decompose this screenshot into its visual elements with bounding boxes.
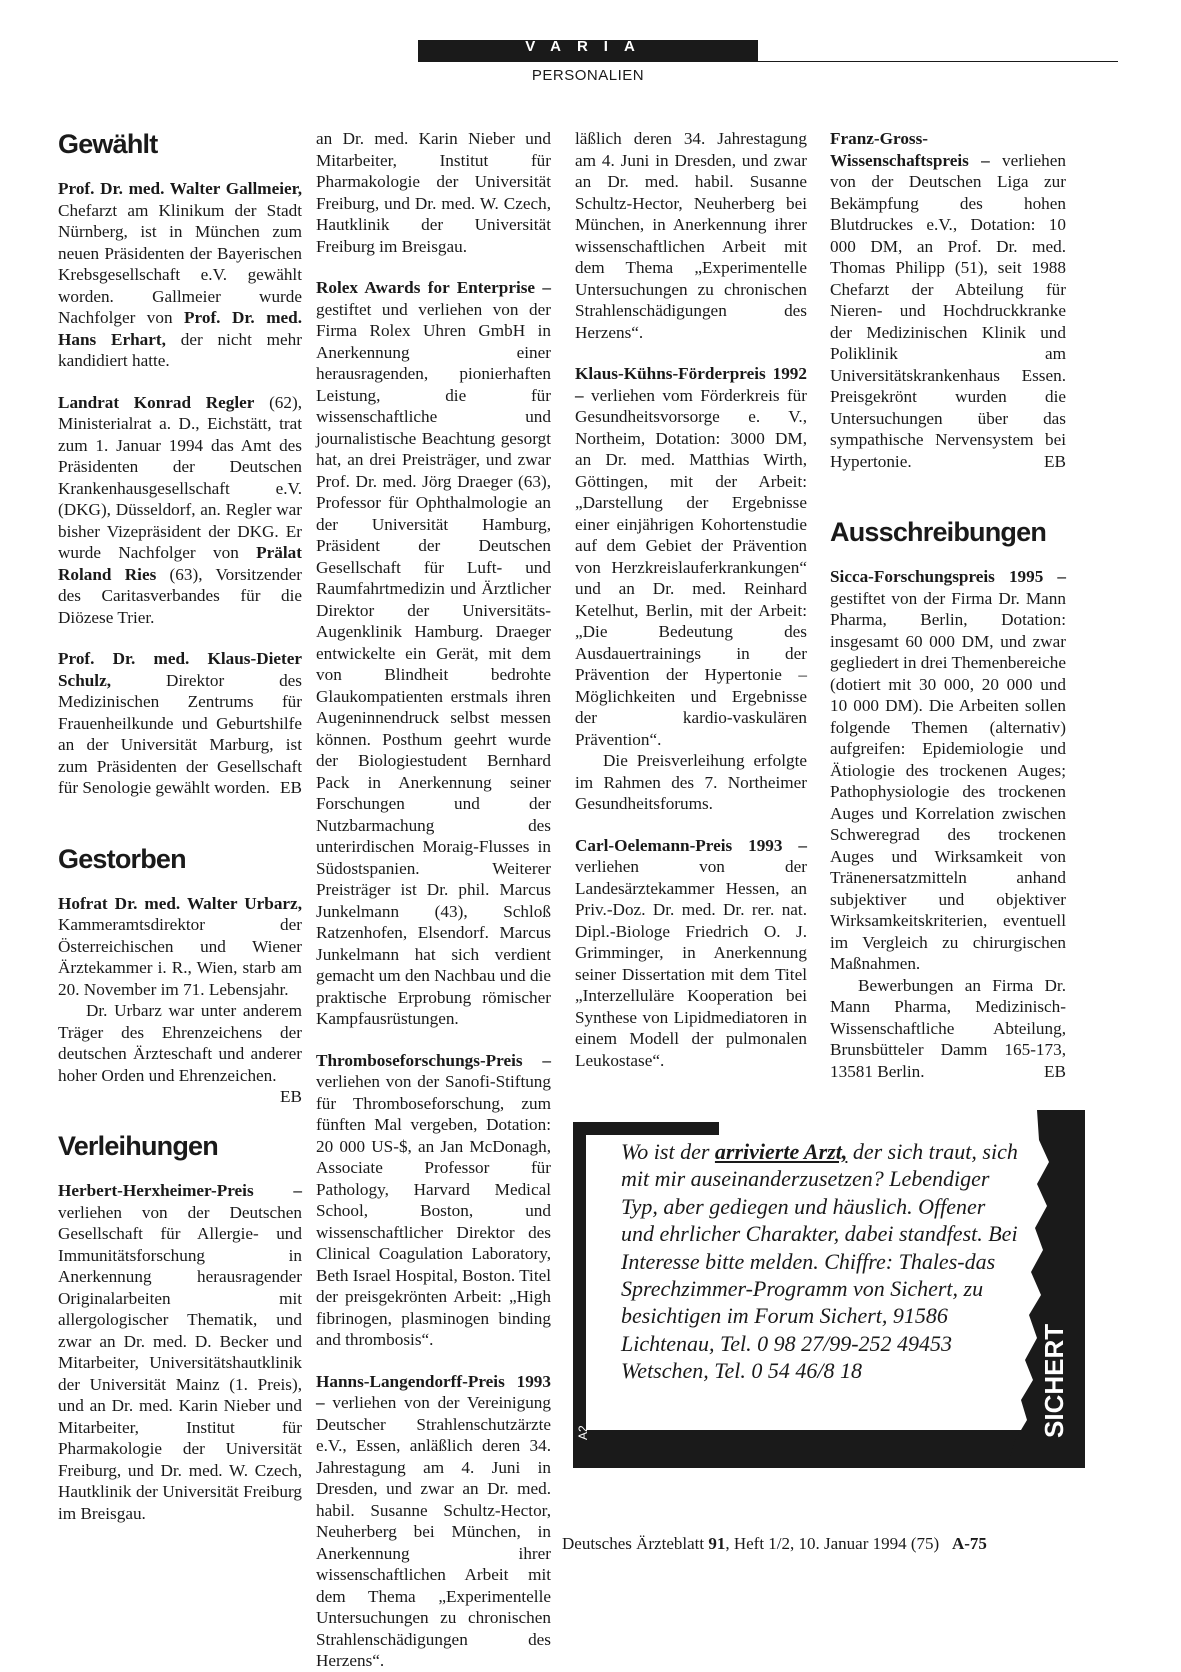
ad-frame-top bbox=[573, 1122, 719, 1135]
award-name: Herbert-Herxheimer-Preis – bbox=[58, 1181, 302, 1200]
article-herxheimer bbox=[58, 1180, 302, 1523]
article-herxheimer-cont: an Dr. med. Karin Nieber und Mitarbeiter, Institut für Pharmakologie der Universität Freiburg, und Dr. med. W. Czech, Hautklinik der Universität Freiburg im Breisgau. bbox=[316, 129, 551, 256]
article-thrombose bbox=[316, 1050, 551, 1351]
award-name: Carl-Oelemann-Preis 1993 – bbox=[575, 835, 807, 855]
ad-copy bbox=[621, 1138, 1021, 1385]
author-signature: EB bbox=[1044, 451, 1066, 471]
article-text: verliehen von der Deutschen Liga zur Bekämpfung des hohen Blutdruckes e.V., Dotation: 10 000 DM, an Prof. Dr. med. Thomas Philipp (51), seit 1988 Chefarzt der Abteilung für Nieren- und Hochdruckkranke der Medizinischen Klinik und Poliklinik am Universitätskrankenhaus Essen. Preisgekrönt wurden die Untersuchungen über das sympathische Nervensystem bei Hypertonie. bbox=[830, 150, 1066, 471]
article-text: Chefarzt am Klinikum der Stadt Nürnberg, ist in München zum neuen Präsidenten der Bayerischen Krebsgesellschaft e.V. gewählt worden. Gallmeier wurde Nachfolger von bbox=[58, 200, 302, 327]
article-text: (62), Ministerialrat a. D., Eichstätt, trat zum 1. Januar 1994 das Amt des Präsidenten der Deutschen Krankenhausgesellschaft e.V. (DKG), Düsseldorf, an. Regler war bisher Vizepräsident der DKG. Er wurde Nachfolger von bbox=[58, 392, 302, 562]
article-urbarz bbox=[58, 893, 302, 1001]
article-text: verliehen von der Vereinigung Deutscher Strahlenschutzärzte e.V., Essen, anläßlich deren 34. Jahrestagung am 4. Juni in Dresden, und zwar an Dr. med. habil. Susanne Schultz-Hector, Neuherberg bei München, in Anerkennung ihrer wissenschaftlichen Arbeit mit dem Thema „Experimentelle Untersuchungen zu chronischen Strahlenschädigungen des Herzens“. bbox=[316, 1393, 551, 1670]
article-kuehns-cont bbox=[575, 750, 807, 815]
award-name: Hanns-Langendorff-Preis 1993 – bbox=[316, 1371, 551, 1412]
article-langendorff bbox=[316, 1371, 551, 1670]
award-name: Thromboseforschungs-Preis – bbox=[316, 1050, 551, 1070]
page-number: A-75 bbox=[951, 1534, 987, 1553]
section-title: VARIA bbox=[525, 38, 651, 55]
article-text: verliehen vom Förderkreis für Gesundheitsvorsorge e. V., Northeim, Dotation: 3000 DM, an Dr. med. Matthias Wirth, Göttingen, mit der Arbeit: „Darstellung der Ergebnisse einer einjährigen Kohortenstudie auf dem Gebiet der Prävention von Herzkreislauferkrankungen“ und an Dr. med. Reinhard Ketelhut, Berlin, mit der Arbeit: „Die Bedeutung des Ausdauertrainings in der Prävention der Hypertonie – Möglichkeiten und Ergebnisse der kardio-vaskulären Prävention“. bbox=[575, 385, 807, 749]
article-text: verliehen von der Landesärztekammer Hessen, an Priv.-Doz. Dr. med. Dr. rer. nat. Dipl.-Biologe Friedrich O. J. Grimminger, in Anerkennung seiner Dissertation mit dem Titel „Interzelluläre Kooperation bei Synthese von Lipidmediatoren in einem Modell der pulmonalen Leukostase“. bbox=[575, 857, 807, 1070]
article-oelemann bbox=[575, 835, 807, 1072]
article-sicca bbox=[830, 566, 1066, 975]
person-name: Prof. Dr. med. Hans Erhart, bbox=[58, 308, 302, 349]
award-name: Sicca-Forschungspreis 1995 – bbox=[830, 567, 1066, 586]
article-gross bbox=[830, 128, 1066, 472]
article-schulz bbox=[58, 648, 302, 799]
person-name: Prof. Dr. med. Walter Gallmeier, bbox=[58, 179, 302, 198]
article-gallmeier bbox=[58, 178, 302, 372]
person-name: Hofrat Dr. med. Walter Urbarz, bbox=[58, 893, 302, 913]
article-rolex bbox=[316, 277, 551, 1030]
article-text: Direktor des Medizinischen Zentrums für Frauenheilkunde und Geburtshilfe an der Universität Marburg, ist zum Präsidenten der Gesellschaft für Senologie gewählt worden. bbox=[58, 670, 302, 797]
ad-text: Wo ist der bbox=[621, 1139, 715, 1164]
header-rule bbox=[418, 61, 1118, 62]
author-signature: EB bbox=[280, 1087, 302, 1106]
article-text: gestiftet von der Firma Dr. Mann Pharma, Berlin, Dotation: insgesamt 60 000 DM, und zwar gegliedert in drei Themenbereiche (dotiert mit 30 000, 20 000 und 10 000 DM). Die Arbeiten sollen folgende Themen (alternativ) aufgreifen: Epidemiologie und Ätiologie des trockenen Auges; Pathophysiologie des trockenen Auges und Korrelation zwischen Schweregrad des trockenen Auges und Wirksamkeit von Tränenersatzmitteln anhand subjektiver und objektiver Wirksamkeitskriterien, eventuell im Vergleich zu chirurgischen Maßnahmen. bbox=[830, 588, 1066, 973]
award-name: Franz-Gross-Wissenschaftspreis – bbox=[830, 129, 990, 170]
heading-ausschreibungen: Ausschreibungen bbox=[830, 517, 1047, 547]
sichert-logo-text: SICHERT bbox=[1039, 1323, 1069, 1438]
article-urbarz-cont bbox=[58, 1000, 302, 1106]
heading-gestorben: Gestorben bbox=[58, 843, 186, 874]
author-signature: EB bbox=[1044, 1061, 1066, 1081]
ad-code: A2 bbox=[576, 1425, 590, 1440]
article-text: Kammeramtsdirektor der Österreichischen und Wiener Ärztekammer i. R., Wien, starb am 20. November im 71. Lebensjahr. bbox=[58, 915, 302, 999]
column-4 bbox=[830, 128, 1066, 1102]
column-1 bbox=[58, 128, 303, 1523]
heading-verleihungen: Verleihungen bbox=[58, 1131, 218, 1161]
journal-volume: 91 bbox=[708, 1534, 726, 1553]
article-text: Dr. Urbarz war unter anderem Träger des Ehrenzeichens der deutschen Ärzteschaft und anderer hoher Orden und Ehrenzeichen. bbox=[58, 1001, 302, 1085]
article-text: Die Preisverleihung erfolgte im Rahmen des 7. Northeimer Gesundheitsforums. bbox=[575, 751, 807, 813]
article-text: Bewerbungen an Firma Dr. Mann Pharma, Medizinisch-Wissenschaftliche Abteilung, Brunsbütteler Damm 165-173, 13581 Berlin. bbox=[830, 975, 1066, 1081]
page-footer bbox=[562, 1534, 1062, 1554]
article-kuehns bbox=[575, 363, 807, 750]
subsection-title: PERSONALIEN bbox=[531, 67, 645, 84]
journal-issue: , Heft 1/2, 10. Januar 1994 (75) bbox=[725, 1534, 940, 1553]
sichert-logo bbox=[1033, 1310, 1073, 1440]
ad-text: der sich traut, sich mit mir auseinanderzusetzen? Lebendiger Typ, aber gediegen und häuslich. Offener und ehrlicher Charakter, dabei standfest. Bei Interesse bitte melden. Chiffre: Thales-das Sprechzimmer-Programm von Sichert, zu besichtigen im Forum Sichert, 91586 Lichtenau, Tel. 0 98 27/99-252 49453 Wetschen, Tel. 0 54 46/8 18 bbox=[621, 1139, 1018, 1384]
column-3 bbox=[575, 128, 807, 1091]
award-name: Klaus-Kühns-Förderpreis 1992 – bbox=[575, 364, 807, 405]
article-text: verliehen von der Deutschen Gesellschaft für Allergie- und Immunitätsforschung in Anerkennung herausragender Originalarbeiten mit allergologischer Thematik, und zwar an Dr. med. D. Becker und Mitarbeiter, Universitätshautklinik der Universität Mainz (1. Preis), und an Dr. med. Karin Nieber und Mitarbeiter, Institut für Pharmakologie der Universität Freiburg, und Dr. med. W. Czech, Hautklinik der Universität Freiburg im Breisgau. bbox=[58, 1202, 302, 1523]
article-text: der nicht mehr kandidiert hatte. bbox=[58, 329, 302, 370]
article-text: verliehen von der Sanofi-Stiftung für Thromboseforschung, zum fünften Mal vergeben, Dotation: 20 000 US-$, an Jan McDonagh, Associate Professor für Pathology, Harvard Medical School, Boston, und wissenschaftlicher Direktor des Clinical Coagulation Laboratory, Beth Israel Hospital, Boston. Titel der preisgekrönten Arbeit: „High fibrinogen, plasminogen binding and thrombosis“. bbox=[316, 1072, 551, 1349]
ad-highlight: arrivierte Arzt, bbox=[714, 1139, 848, 1164]
article-sicca-cont bbox=[830, 975, 1066, 1083]
journal-name: Deutsches Ärzteblatt bbox=[562, 1534, 709, 1553]
article-langendorff-cont: läßlich deren 34. Jahrestagung am 4. Juni in Dresden, und zwar an Dr. med. habil. Susanne Schultz-Hector, Neuherberg bei München, in Anerkennung ihrer wissenschaftlichen Arbeit mit dem Thema „Experimentelle Untersuchungen zu chronischen Strahlenschädigungen des Herzens“. bbox=[575, 129, 807, 342]
person-name: Landrat Konrad Regler bbox=[58, 392, 255, 412]
article-regler bbox=[58, 392, 302, 629]
person-name: Prof. Dr. med. Klaus-Dieter Schulz, bbox=[58, 649, 302, 690]
ad-frame-left bbox=[573, 1122, 586, 1467]
article-text: gestiftet und verliehen von der Firma Rolex Uhren GmbH in Anerkennung einer herausragenden, pionierhaften Leistung, die für wissenschaftliche und journalistische Beachtung gesorgt hat, an drei Preisträger, und zwar Prof. Dr. med. Jörg Draeger (63), Professor für Ophthalmologie an der Universität Hamburg, Präsident der Deutschen Gesellschaft für Luft- und Raumfahrtmedizin und Ärztlicher Direktor der Universitäts-Augenklinik Hamburg. Draeger entwickelte ein Gerät, mit dem von Blindheit bedrohte Glaukompatienten erstmals ihren Augeninnendruck selbst messen können. Posthum geehrt wurde der Biologiestudent Bernhard Pack in Anerkennung seiner Forschungen und der Nutzbarmachung des unterirdischen Moraig-Flusses in Südostspanien. Weiterer Preisträger ist Dr. phil. Marcus Junkelmann (43), Schloß Ratzenhofen, Elsendorf. Marcus Junkelmann hat sich verdient gemacht um den Nachbau und die praktische Erprobung römischer Kampfausrüstungen. bbox=[316, 299, 551, 1028]
author-signature: EB bbox=[280, 778, 302, 797]
heading-gewaehlt: Gewählt bbox=[58, 129, 158, 159]
article-text: (63), Vorsitzender des Caritasverbandes für die Diözese Trier. bbox=[58, 564, 303, 627]
person-name: Prälat Roland Ries bbox=[58, 543, 302, 584]
advertisement-box bbox=[573, 1110, 1085, 1468]
column-2 bbox=[316, 128, 551, 1670]
award-name: Rolex Awards for Enterprise – bbox=[316, 278, 551, 297]
